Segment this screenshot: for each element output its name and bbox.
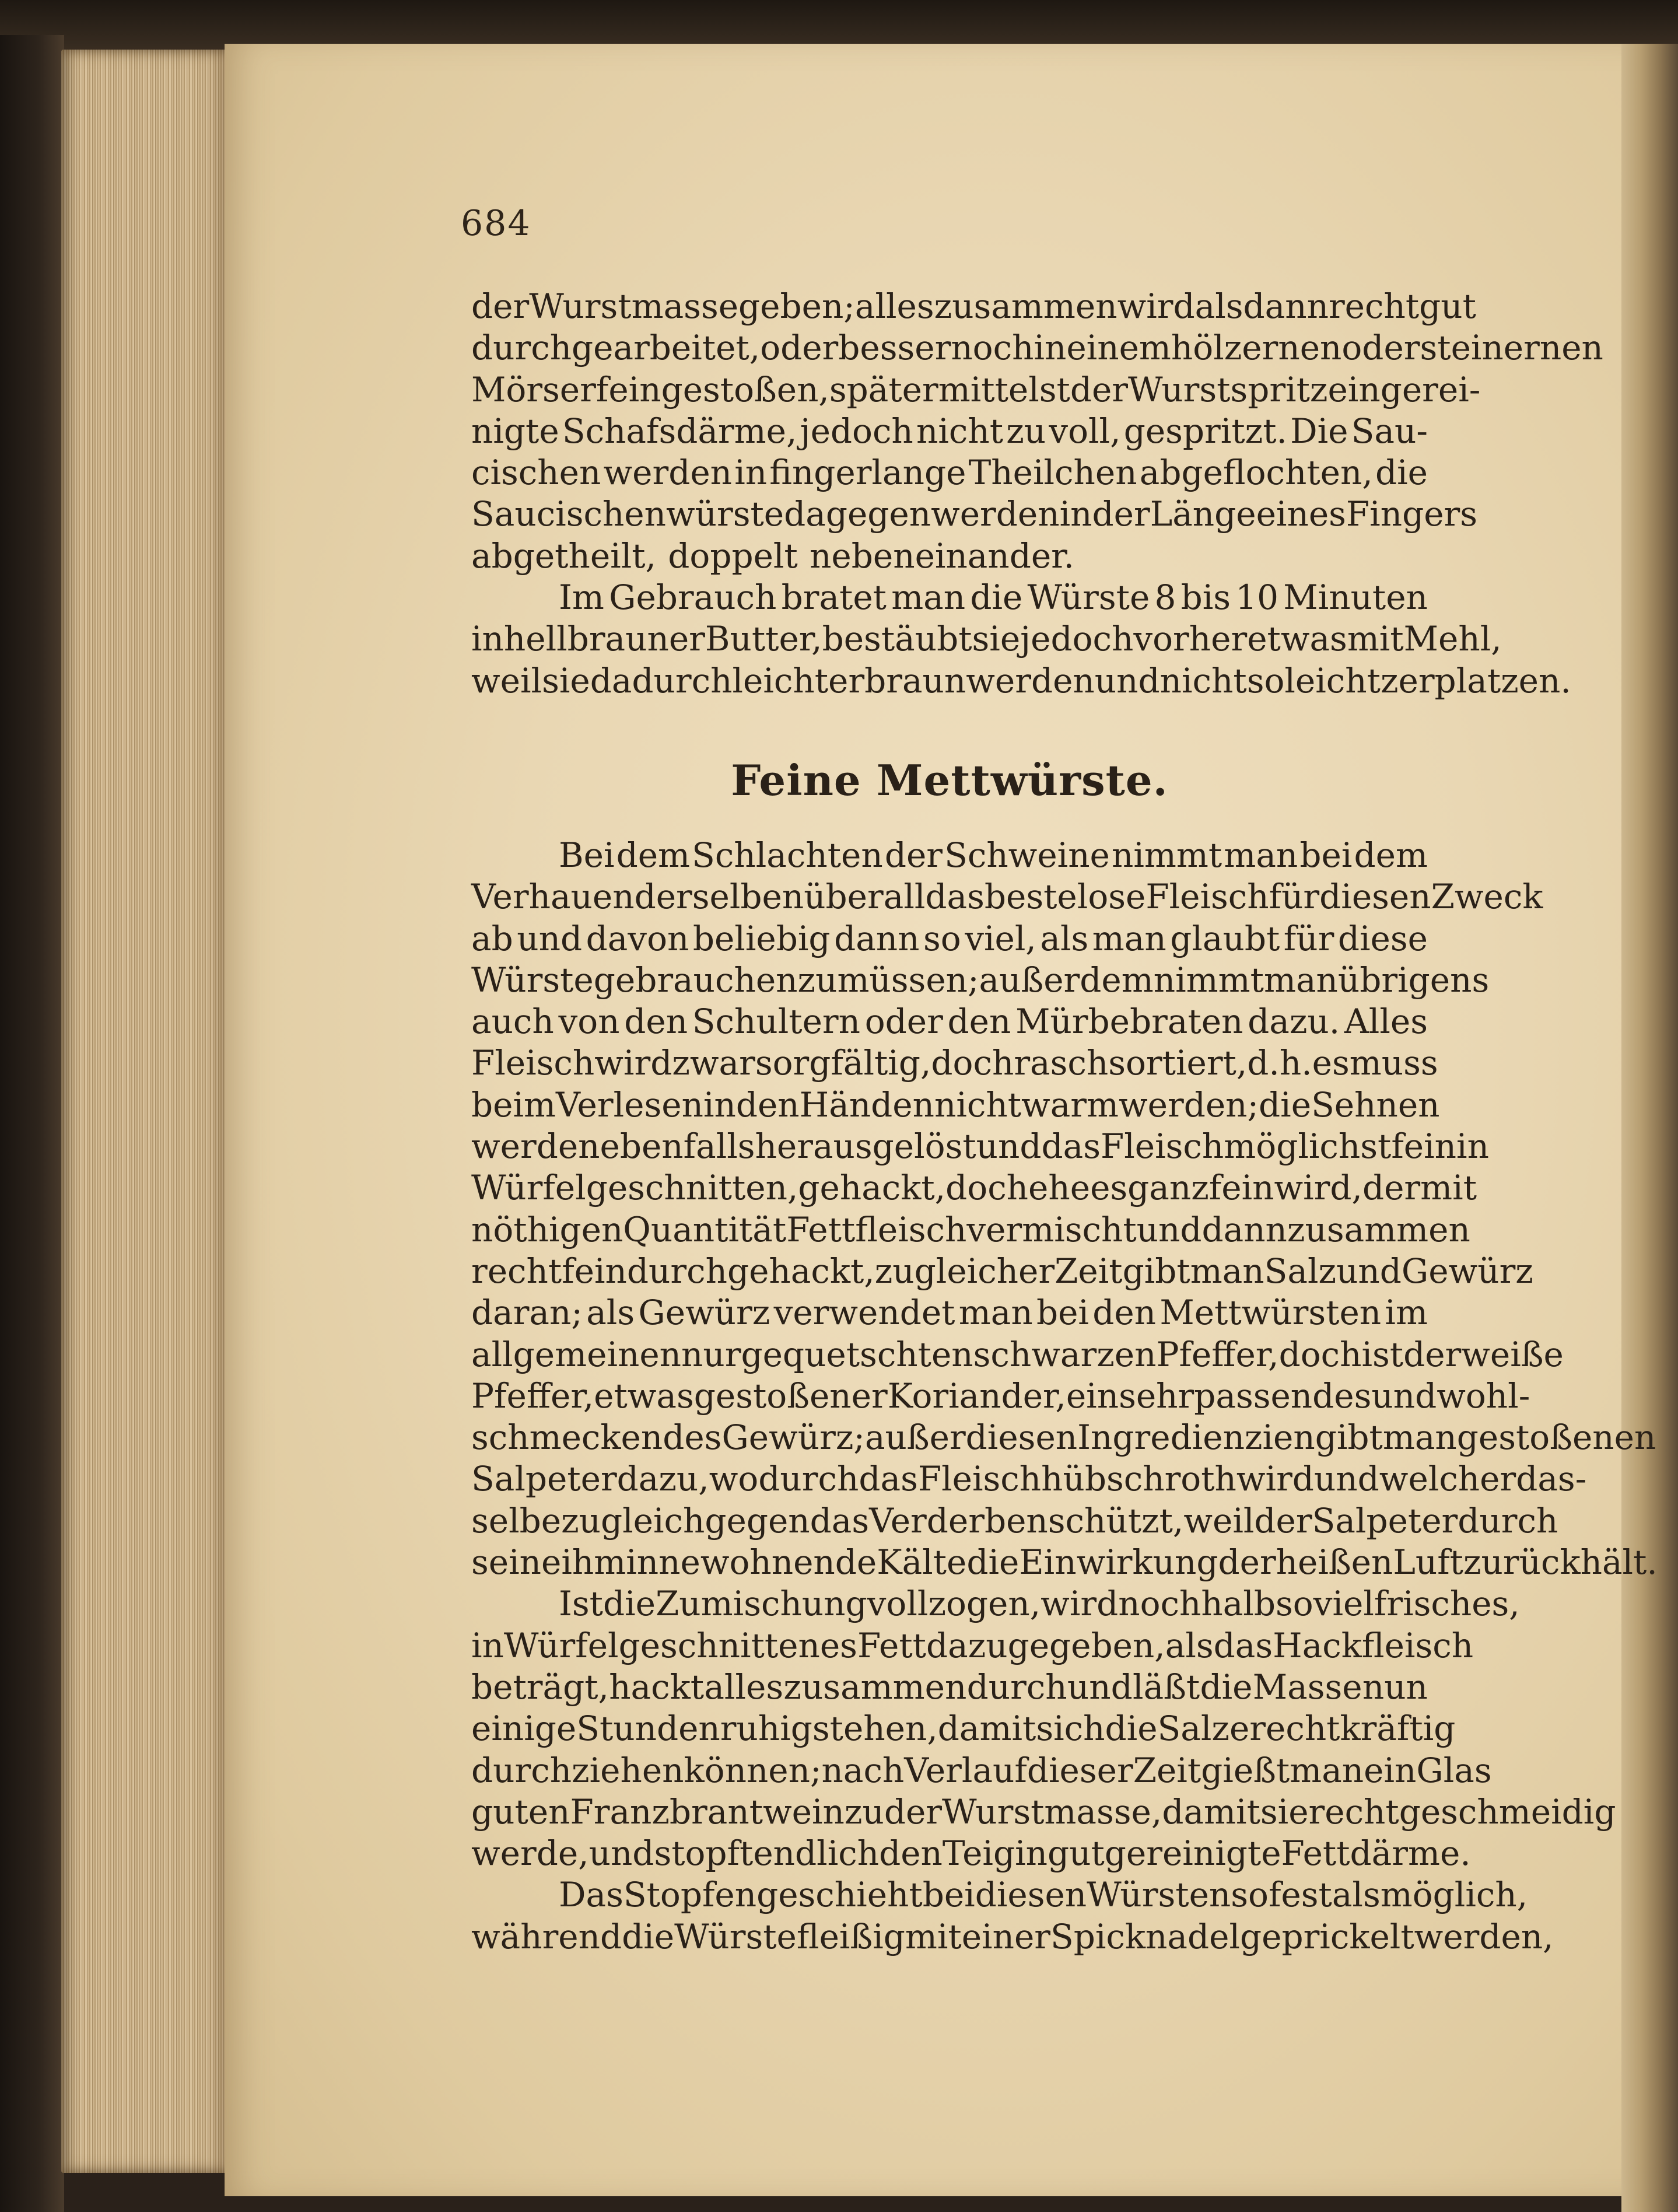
text-line: während die Würste fleißig mit einer Spicknadel geprickelt werden, <box>471 1916 1554 1957</box>
text-line: Saucischenwürste dagegen werden in der Länge eines Fingers <box>471 494 1478 534</box>
paragraphs-before-heading <box>471 286 1603 702</box>
text-line: guten Franzbrantwein zu der Wurstmasse, damit sie recht geschmeidig <box>471 1791 1616 1832</box>
page-text <box>471 286 1658 1958</box>
text-line: in hellbrauner Butter, bestäubt sie jedoch vorher etwas mit Mehl, <box>471 619 1502 659</box>
text-line: Mörser fein gestoßen, später mittelst der Wurstspritze in gerei- <box>471 369 1481 410</box>
page-number: 684 <box>461 203 531 244</box>
text-line: schmeckendes Gewürz; außer diesen Ingredienzien gibt man gestoßenen <box>471 1418 1656 1458</box>
text-line: Ist die Zumischung vollzogen, wird noch halb so viel frisches, <box>559 1584 1520 1624</box>
text-line: werde, und stopft endlich den Teig in gut gereinigte Fettdärme. <box>471 1833 1471 1874</box>
text-line: beim Verlesen in den Händen nicht warm werden; die Sehnen <box>471 1084 1440 1125</box>
text-line: allgemeinen nur gequetschten schwarzen Pfeffer, doch ist der weiße <box>471 1334 1564 1374</box>
text-line: selbe zugleich gegen das Verderben schützt, weil der Salpeter durch <box>471 1500 1558 1541</box>
book-gutter <box>1621 44 1678 2212</box>
text-line: der Wurstmasse geben; alles zusammen wird alsdann recht gut <box>471 286 1476 326</box>
paragraphs-after-heading <box>471 835 1658 1958</box>
text-line: in Würfel geschnittenes Fett dazu gegeben, als das Hackfleisch <box>471 1625 1474 1665</box>
text-line: Bei dem Schlachten der Schweine nimmt man bei dem <box>559 835 1428 875</box>
text-line: Im Gebrauch bratet man die Würste 8 bis 10 Minuten <box>559 578 1428 618</box>
text-line: einige Stunden ruhig stehen, damit sich die Salze recht kräftig <box>471 1709 1456 1749</box>
text-line: Das Stopfen geschieht bei diesen Würsten so fest als möglich, <box>559 1875 1528 1915</box>
text-line: weil sie dadurch leichter braun werden und nicht so leicht zerplatzen. <box>471 660 1571 701</box>
text-line: recht fein durchgehackt, zu gleicher Zeit gibt man Salz und Gewürz <box>471 1251 1533 1291</box>
section-heading: Feine Mettwürste. <box>731 755 1168 805</box>
text-line: nigte Schafsdärme, jedoch nicht zu voll, gespritzt. Die Sau- <box>471 411 1428 451</box>
text-line: ab und davon beliebig dann so viel, als man glaubt für diese <box>471 918 1428 958</box>
text-line: Würfel geschnitten, gehackt, doch ehe es ganz fein wird, der mit <box>471 1168 1477 1208</box>
text-line: abgetheilt, doppelt nebeneinander. <box>471 536 1074 576</box>
text-line: durchziehen können; nach Verlauf dieser Zeit gießt man ein Glas <box>471 1750 1492 1790</box>
text-line: Fleisch wird zwar sorgfältig, doch rasch sortiert, d. h. es muss <box>471 1043 1438 1083</box>
text-line: Salpeter dazu, wodurch das Fleisch hübsch roth wird und welcher das- <box>471 1459 1587 1499</box>
text-line: seine ihm innewohnende Kälte die Einwirkung der heißen Luft zurückhält. <box>471 1542 1658 1583</box>
text-line: beträgt, hackt alles zusammen durch und läßt die Masse nun <box>471 1667 1428 1707</box>
text-line: daran; als Gewürz verwendet man bei den Mettwürsten im <box>471 1293 1428 1333</box>
text-line: nöthigen Quantität Fettfleisch vermischt und dann zusammen <box>471 1209 1470 1250</box>
text-line: Verhauen derselben überall das beste lose Fleisch für diesen Zweck <box>471 877 1543 917</box>
book-cover-edge <box>0 35 64 2212</box>
text-line: Pfeffer, etwas gestoßener Koriander, ein sehr passendes und wohl- <box>471 1376 1530 1416</box>
book-page-edges <box>61 50 230 2173</box>
text-line: auch von den Schultern oder den Mürbebraten dazu. Alles <box>471 1002 1428 1042</box>
text-line: werden ebenfalls herausgelöst und das Fleisch möglichst fein in <box>471 1126 1489 1167</box>
text-line: Würste gebrauchen zu müssen; außerdem nimmt man übrigens <box>471 960 1490 1000</box>
text-line: cischen werden in fingerlange Theilchen abgeflochten, die <box>471 453 1428 493</box>
text-line: durchgearbeitet, oder besser noch in einem hölzernen oder steinernen <box>471 328 1603 368</box>
